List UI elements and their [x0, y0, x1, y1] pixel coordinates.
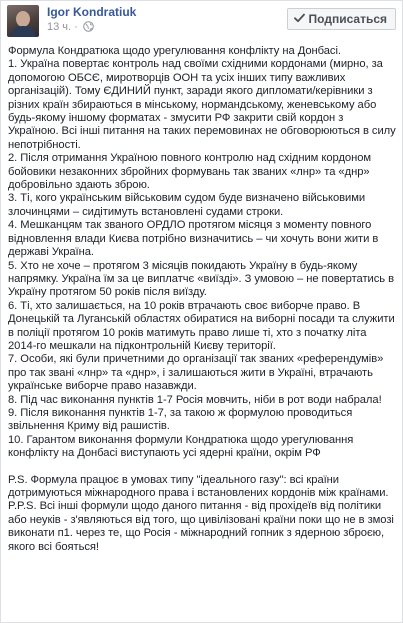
post-header: [1, 1, 402, 41]
subscribe-button[interactable]: [287, 8, 396, 30]
post-timestamp[interactable]: 13 ч. ·: [47, 21, 78, 33]
post-point-7: 7. Особи, які були причетними до організації так званих «референдумів» про так звані «лнр» та «днр», і залишаються жити в Україні, втрачають українське виборче право назавжди.: [8, 353, 384, 393]
post-point-4: 4. Мешканцям так званого ОРДЛО протягом місяця з моменту повного відновлення влади Києва потрібно визначитись – чи хочуть вони жити в державі Україна.: [8, 219, 379, 259]
post-point-9: 9. Після виконання пунктів 1-7, за такою ж формулою проводиться звільнення Криму від рашистів.: [8, 406, 353, 433]
post-point-3: 3. Ті, кого українським військовим судом буде визначено військовими злочинцями – сидітимуть встановлені судами строки.: [8, 192, 366, 218]
post-point-6: 6. Ті, хто залишається, на 10 років втрачають своє виборче право. В Донецькій та Луганській областях обиратися на виборні посади та служити в поліції протягом 10 років матимуть право лише ті, хто з початку літа 2014-го мешкали на підконтрольній Києву території.: [8, 299, 395, 352]
post-point-8: 8. Під час виконання пунктів 1-7 Росія мовчить, ніби в рот води набрала!: [8, 393, 382, 406]
subscribe-label: Подписаться: [308, 12, 387, 26]
avatar-face: [16, 11, 30, 27]
post-point-1: 1. Україна повертає контроль над своїми східними кордонами (мирно, за допомогою ОБСЄ, миротворців ООН та усіх інших типу важливих організацій). Тому ЄДИНИЙ пункт, заради якого дипломати/керівники з різних країн збираються в мінському, нормандському, женевському або будь-якому іншому форматах - змусити РФ закрити свій кордон з Україною. Всі інші питання на таких перемовинах не обговорюються в силу непотрібності.: [8, 58, 396, 151]
post-title: Формула Кондратюка щодо урегулювання конфлікту на Донбасі.: [8, 45, 341, 57]
author-name-link[interactable]: Igor Kondratiuk: [47, 5, 137, 19]
checkmark-icon: [294, 13, 305, 26]
post-pps: P.P.S. Всі інші формули щодо даного питання - від прохідеїв від політики або неуків - з'являються від того, що цивілізовані країни поки що не в змозі виконати п1. через те, що Росія - міжнародний гопник з ядерною зброєю, якого всі бояться!: [8, 500, 394, 553]
globe-icon: [83, 21, 94, 35]
post-point-2: 2. Після отримання Україною повного контролю над східним кордоном бойовики незаконних збройних формувань так званих «лнр» та «днр» добровільно здають зброю.: [8, 152, 372, 192]
post-meta: [47, 21, 94, 35]
author-avatar[interactable]: [7, 5, 39, 37]
post-point-10: 10. Гарантом виконання формули Кондратюка щодо урегулювання конфлікту на Донбасі виступають усі ядерні країни, окрім РФ: [8, 433, 354, 460]
avatar-shoulders: [10, 26, 36, 37]
post-body: [8, 45, 396, 554]
post-point-5: 5. Хто не хоче – протягом 3 місяців покидають Україну в будь-якому напрямку. Україна їм за це виплатчє «виїзді». З умовою – не повертатись в Україну протягом 50 років після виїзду.: [8, 259, 395, 299]
post-ps: P.S. Формула працює в умовах типу "ідеального газу": всі країни дотримуються міжнародного права і встановлених кордонів між країнами.: [8, 473, 389, 499]
